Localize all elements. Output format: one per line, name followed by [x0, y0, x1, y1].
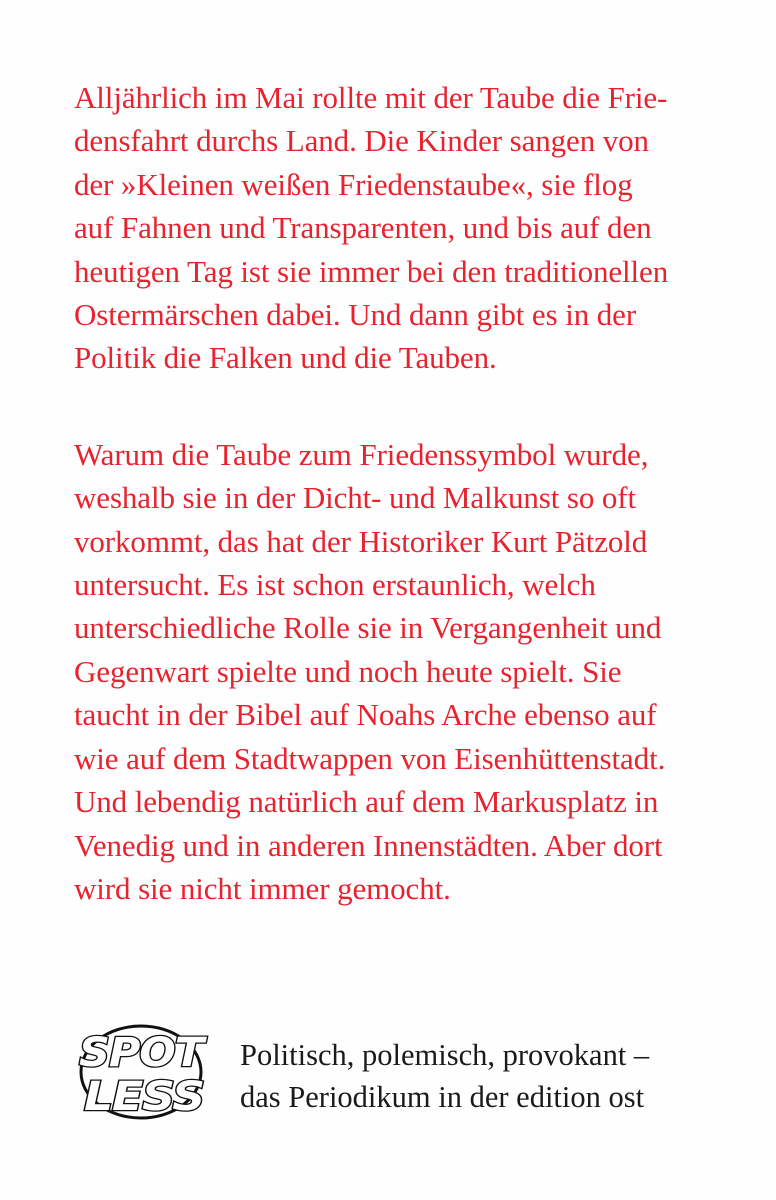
- blurb-line: unterschiedliche Rolle sie in Vergangenheit und: [74, 610, 662, 646]
- blurb-line: vorkommt, das hat der Historiker Kurt Pätzold: [74, 523, 648, 559]
- series-tagline: [240, 1034, 649, 1118]
- blurb-line: wird sie nicht immer gemocht.: [74, 870, 451, 906]
- series-footer: [72, 1022, 732, 1132]
- blurb-paragraph-1: [74, 76, 724, 380]
- paragraph-spacer: [74, 380, 724, 433]
- logo-top-text: SPOT: [79, 1030, 207, 1076]
- tagline-line: das Periodikum in der edition ost: [240, 1080, 645, 1114]
- blurb-line: Warum die Taube zum Friedenssymbol wurde,: [74, 436, 649, 472]
- spotless-logo: [72, 1022, 210, 1122]
- blurb-line: Gegenwart spielte und noch heute spielt. Sie: [74, 653, 622, 689]
- blurb-line: weshalb sie in der Dicht- und Malkunst so oft: [74, 480, 637, 516]
- blurb-line: wie auf dem Stadtwappen von Eisenhüttenstadt.: [74, 740, 666, 776]
- blurb-line: densfahrt durchs Land. Die Kinder sangen von: [74, 123, 649, 159]
- blurb-line: der »Kleinen weißen Friedenstaube«, sie flog: [74, 166, 633, 202]
- blurb-line: heutigen Tag ist sie immer bei den traditionellen: [74, 253, 669, 289]
- tagline-line: Politisch, polemisch, provokant –: [240, 1038, 650, 1072]
- blurb-line: Ostermärschen dabei. Und dann gibt es in der: [74, 297, 637, 333]
- blurb-text: [74, 76, 724, 910]
- blurb-paragraph-2: [74, 433, 724, 910]
- blurb-line: Venedig und in anderen Innenstädten. Aber dort: [74, 827, 663, 863]
- blurb-line: Politik die Falken und die Tauben.: [74, 340, 497, 376]
- blurb-line: untersucht. Es ist schon erstaunlich, welch: [74, 567, 596, 603]
- blurb-line: Und lebendig natürlich auf dem Markusplatz in: [74, 784, 659, 820]
- blurb-line: auf Fahnen und Transparenten, und bis auf den: [74, 210, 652, 246]
- logo-bottom-text: LESS: [84, 1074, 204, 1120]
- blurb-line: Alljährlich im Mai rollte mit der Taube die Frie-: [74, 80, 668, 115]
- blurb-line: taucht in der Bibel auf Noahs Arche ebenso auf: [74, 697, 657, 733]
